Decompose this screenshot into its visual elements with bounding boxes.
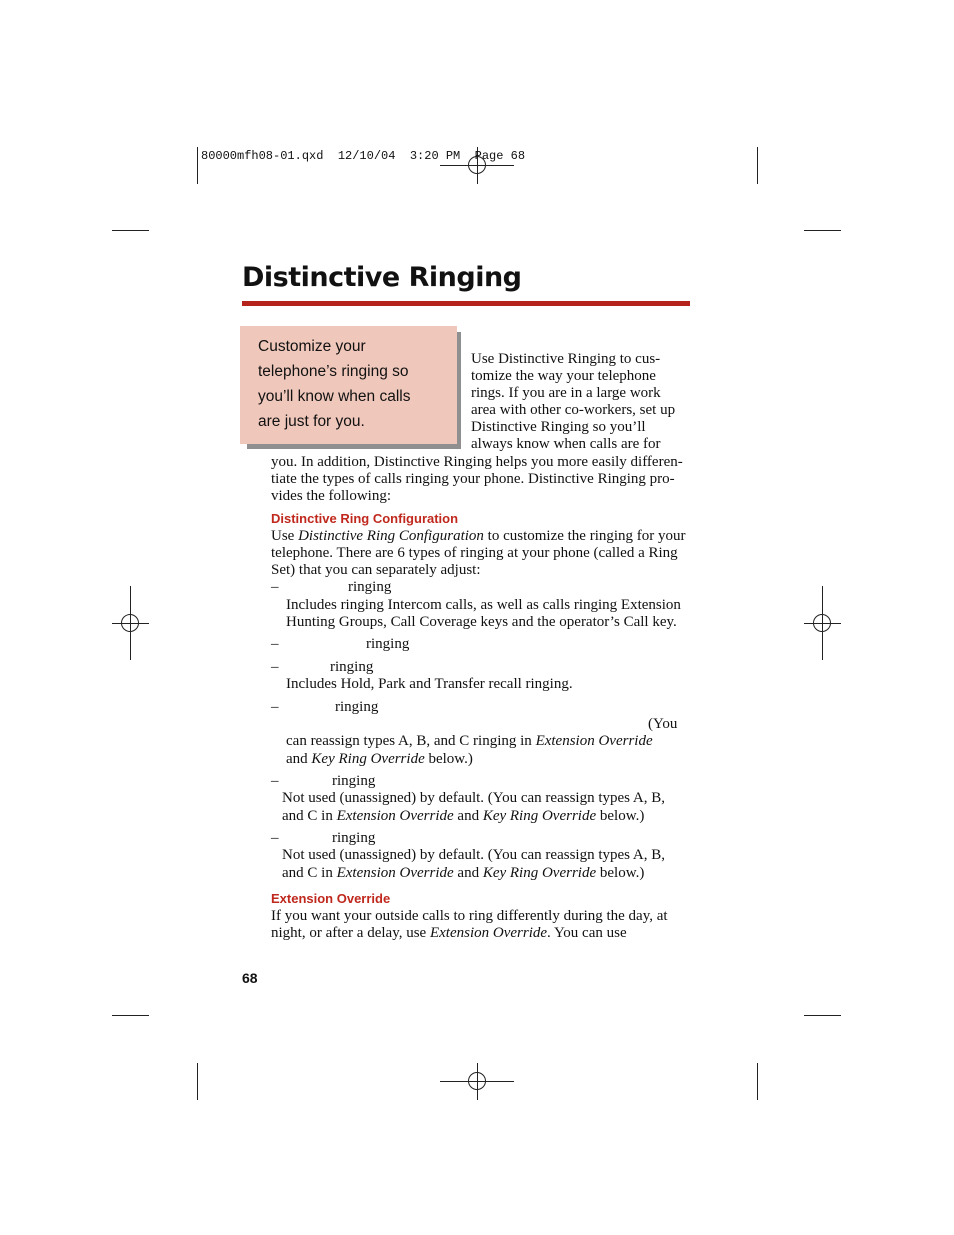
registration-target-icon <box>468 1072 486 1090</box>
body-line: Use Distinctive Ring Configuration to customize the ringing for your <box>271 528 686 544</box>
section-heading: Distinctive Ring Configuration <box>271 511 459 526</box>
intro-line: always know when calls are for <box>471 436 661 452</box>
print-slug: 80000mfh08-01.qxd 12/10/04 3:20 PM Page 68 <box>201 149 526 163</box>
crop-mark <box>197 1063 198 1100</box>
crop-mark <box>757 1063 758 1100</box>
callout-line: are just for you. <box>258 413 365 430</box>
crop-mark <box>757 147 758 184</box>
callout-box <box>240 326 457 444</box>
title-rule <box>242 301 690 306</box>
intro-line: Use Distinctive Ringing to cus- <box>471 351 661 367</box>
list-item-desc: and Key Ring Override below.) <box>286 751 473 767</box>
callout-line: Customize your <box>258 338 366 355</box>
intro-line: rings. If you are in a large work <box>471 385 661 401</box>
list-item-desc: (You <box>648 716 678 732</box>
list-item-ringing: ringing <box>348 579 392 595</box>
list-item-ringing: ringing <box>330 659 374 675</box>
crop-mark <box>112 230 149 231</box>
body-line: Set) that you can separately adjust: <box>271 562 481 578</box>
list-item-ringing: ringing <box>366 636 410 652</box>
page-number: 68 <box>242 970 258 986</box>
list-item-desc: Not used (unassigned) by default. (You can reassign types A, B, <box>282 847 666 863</box>
body-line: If you want your outside calls to ring differently during the day, at <box>271 908 668 924</box>
intro-line: you. In addition, Distinctive Ringing helps you more easily differen- <box>271 454 683 470</box>
list-dash: – <box>271 636 279 652</box>
list-item-desc: and C in Extension Override and Key Ring Override below.) <box>282 808 645 824</box>
page-title: Distinctive Ringing <box>242 262 522 293</box>
registration-target-icon <box>121 614 139 632</box>
list-item-ringing: ringing <box>332 773 376 789</box>
section-heading: Extension Override <box>271 891 391 906</box>
registration-target-icon <box>813 614 831 632</box>
crop-mark <box>804 230 841 231</box>
list-dash: – <box>271 699 279 715</box>
list-item-desc: can reassign types A, B, and C ringing in Extension Override <box>286 733 653 749</box>
list-dash: – <box>271 773 279 789</box>
intro-line: tiate the types of calls ringing your phone. Distinctive Ringing pro- <box>271 471 675 487</box>
list-item-desc: and C in Extension Override and Key Ring Override below.) <box>282 865 645 881</box>
intro-line: tomize the way your telephone <box>471 368 656 384</box>
callout-line: you’ll know when calls <box>258 388 411 405</box>
list-dash: – <box>271 579 279 595</box>
crop-mark <box>804 1015 841 1016</box>
intro-line: Distinctive Ringing so you’ll <box>471 419 646 435</box>
list-item-desc: Not used (unassigned) by default. (You can reassign types A, B, <box>282 790 666 806</box>
list-dash: – <box>271 830 279 846</box>
list-item-desc: Includes Hold, Park and Transfer recall ringing. <box>286 676 573 692</box>
body-line: night, or after a delay, use Extension Override. You can use <box>271 925 627 941</box>
crop-mark <box>112 1015 149 1016</box>
list-item-desc: Hunting Groups, Call Coverage keys and the operator’s Call key. <box>286 614 677 630</box>
list-item-ringing: ringing <box>332 830 376 846</box>
crop-mark <box>197 147 198 184</box>
intro-line: vides the following: <box>271 488 391 504</box>
body-line: telephone. There are 6 types of ringing at your phone (called a Ring <box>271 545 678 561</box>
callout-line: telephone’s ringing so <box>258 363 409 380</box>
list-item-desc: Includes ringing Intercom calls, as well as calls ringing Extension <box>286 597 681 613</box>
list-dash: – <box>271 659 279 675</box>
intro-line: area with other co-workers, set up <box>471 402 676 418</box>
list-item-ringing: ringing <box>335 699 379 715</box>
